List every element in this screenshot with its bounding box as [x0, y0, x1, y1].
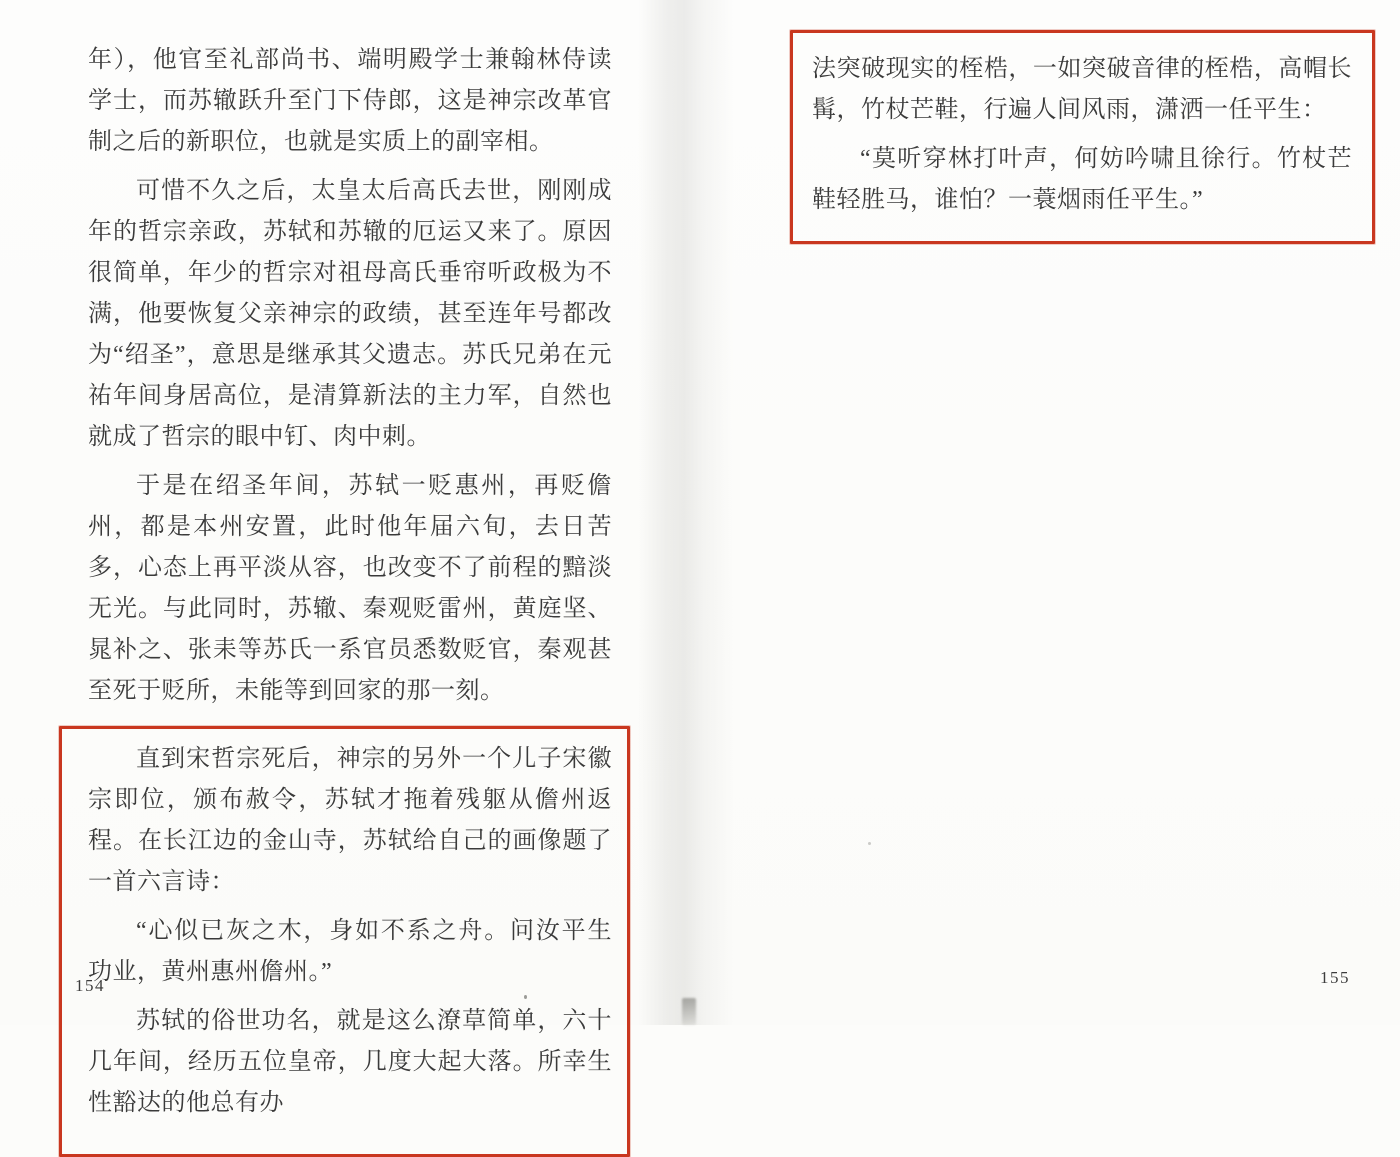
highlighted-paragraph: 苏轼的俗世功名，就是这么潦草简单，六十几年间，经历五位皇帝，几度大起大落。所幸生性豁达的他总有办 [88, 1008, 612, 1116]
page-number-right: 155 [1320, 968, 1350, 987]
red-annotation-box-right [790, 30, 1375, 244]
red-annotation-box-left [59, 726, 630, 1157]
page-gutter-shadow [638, 0, 734, 1025]
scan-speck [868, 842, 871, 845]
poem-quote-dingfengbo: “莫听穿林打叶声，何妨吟啸且徐行。竹杖芒鞋轻胜马，谁怕？一蓑烟雨任平生。” [812, 146, 1352, 213]
highlighted-paragraph-continuation: 法突破现实的桎梏，一如突破音律的桎梏，高帽长髯，竹杖芒鞋，行遍人间风雨，潇洒一任平生： [812, 56, 1352, 123]
highlighted-paragraph: 直到宋哲宗死后，神宗的另外一个儿子宋徽宗即位，颁布赦令，苏轼才拖着残躯从儋州返程。在长江边的金山寺，苏轼给自己的画像题了一首六言诗： [88, 746, 612, 895]
right-page [812, 30, 1352, 244]
poem-quote-six-character: “心似已灰之木，身如不系之舟。问汝平生功业，黄州惠州儋州。” [88, 918, 612, 985]
left-page [88, 40, 612, 1157]
paragraph: 可惜不久之后，太皇太后高氏去世，刚刚成年的哲宗亲政，苏轼和苏辙的厄运又来了。原因很简单，年少的哲宗对祖母高氏垂帘听政极为不满，他要恢复父亲神宗的政绩，甚至连年号都改为“绍圣”，意思是继承其父遗志。苏氏兄弟在元祐年间身居高位，是清算新法的主力军，自然也就成了哲宗的眼中钉、肉中刺。 [88, 178, 612, 450]
page-number-left: 154 [75, 976, 105, 995]
paragraph: 于是在绍圣年间，苏轼一贬惠州，再贬儋州，都是本州安置，此时他年届六旬，去日苦多，心态上再平淡从容，也改变不了前程的黯淡无光。与此同时，苏辙、秦观贬雷州，黄庭坚、晁补之、张耒等苏氏一系官员悉数贬官，秦观甚至死于贬所，未能等到回家的那一刻。 [88, 473, 612, 704]
paragraph-continuation: 年），他官至礼部尚书、端明殿学士兼翰林侍读学士，而苏辙跃升至门下侍郎，这是神宗改革官制之后的新职位，也就是实质上的副宰相。 [88, 47, 612, 155]
binding-shadow-mark [682, 998, 696, 1025]
